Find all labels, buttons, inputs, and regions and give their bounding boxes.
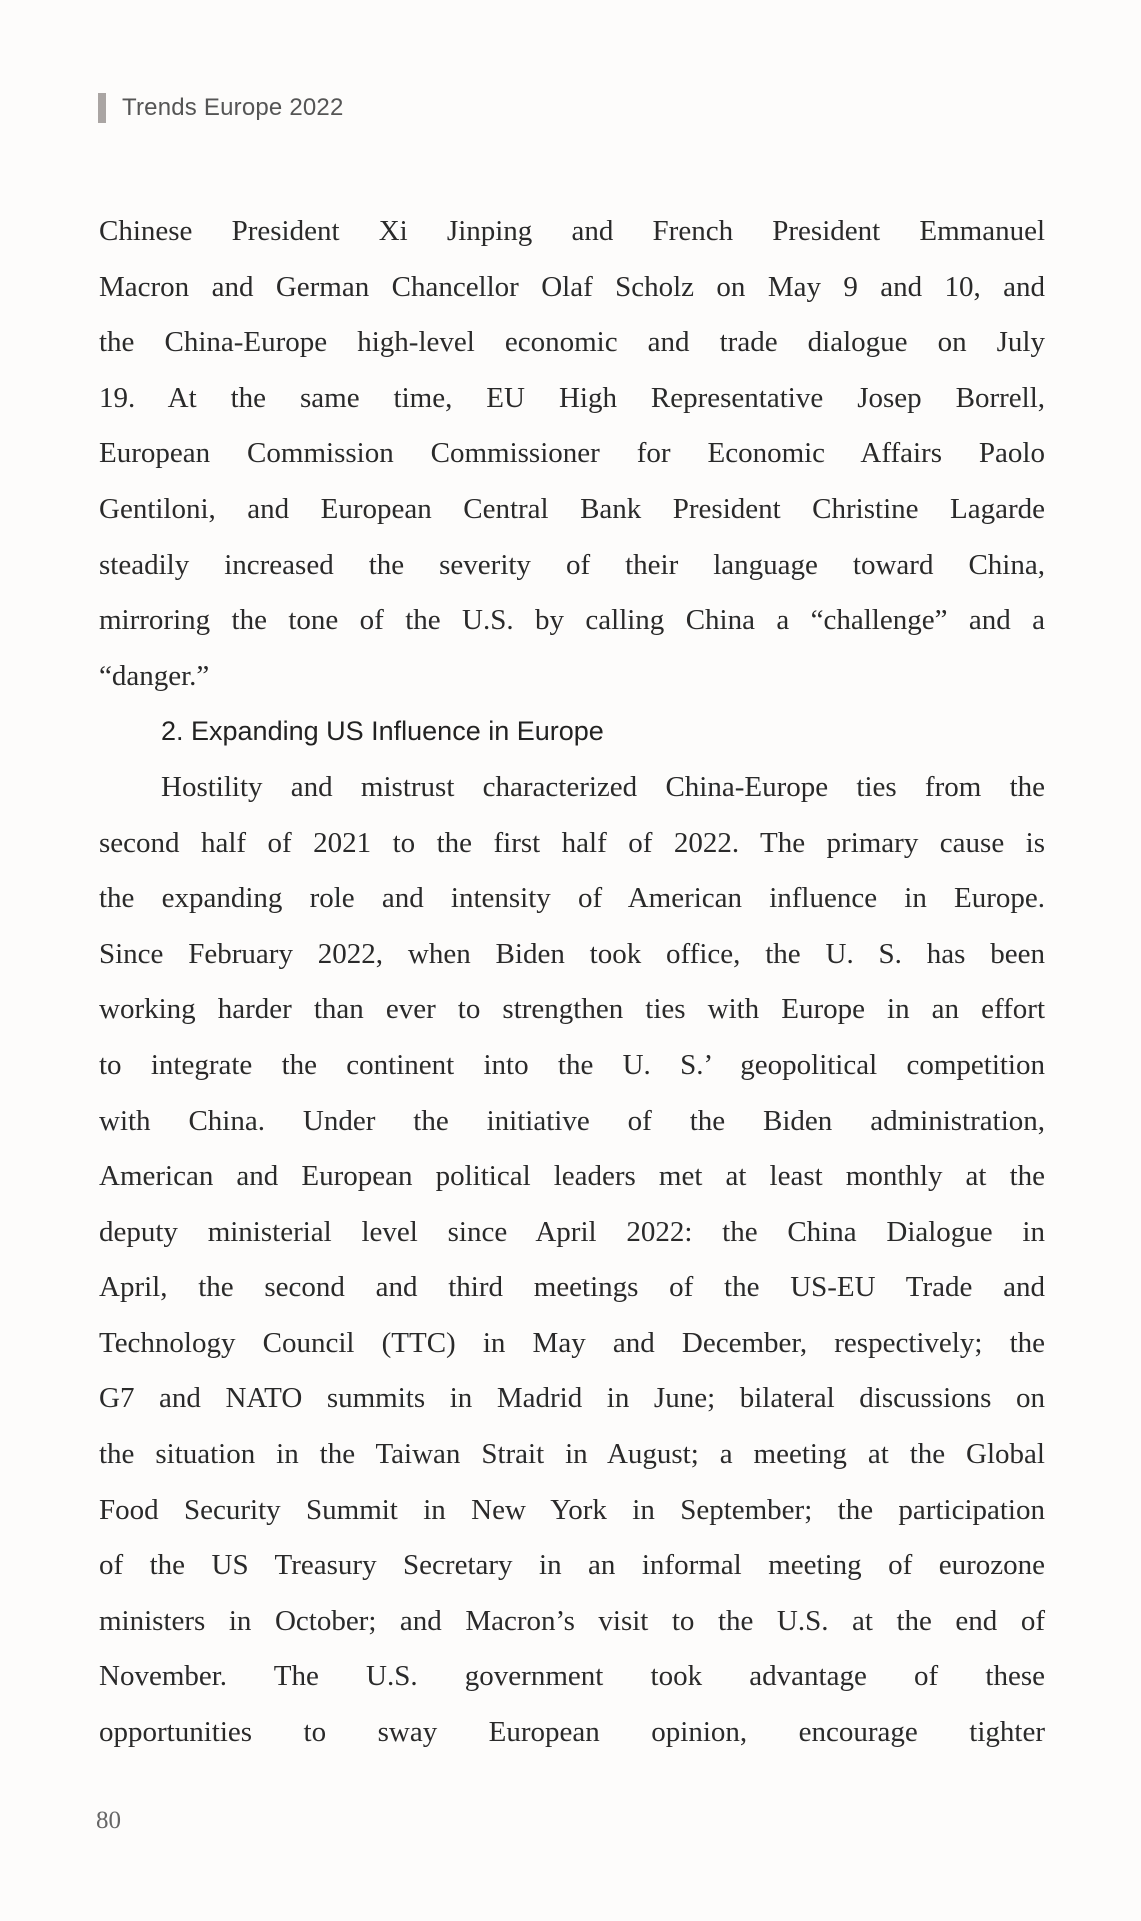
body-line: mirroring the tone of the U.S. by calling China a “challenge” and a xyxy=(99,604,1045,637)
body-line: the situation in the Taiwan Strait in August; a meeting at the Global xyxy=(99,1438,1045,1471)
running-title: Trends Europe 2022 xyxy=(122,94,344,121)
body-line: steadily increased the severity of their language toward China, xyxy=(99,548,1045,581)
body-line: ministers in October; and Macron’s visit to the U.S. at the end of xyxy=(99,1604,1045,1637)
body-line: the China-Europe high-level economic and trade dialogue on July xyxy=(99,326,1045,359)
body-line: Since February 2022, when Biden took office, the U. S. has been xyxy=(99,937,1045,970)
body-line: opportunities to sway European opinion, encourage tighter xyxy=(99,1716,1045,1749)
body-line: “danger.” xyxy=(99,659,210,692)
body-line: working harder than ever to strengthen ties with Europe in an effort xyxy=(99,993,1045,1026)
body-line: to integrate the continent into the U. S.’ geopolitical competition xyxy=(99,1048,1045,1081)
body-line: Hostility and mistrust characterized China-Europe ties from the xyxy=(161,770,1045,803)
body-line: Macron and German Chancellor Olaf Scholz on May 9 and 10, and xyxy=(99,270,1045,303)
running-header xyxy=(98,92,344,124)
body-line: April, the second and third meetings of the US-EU Trade and xyxy=(99,1271,1045,1304)
body-line: the expanding role and intensity of American influence in Europe. xyxy=(99,882,1045,915)
section-heading: 2. Expanding US Influence in Europe xyxy=(161,716,604,747)
body-line: 19. At the same time, EU High Representative Josep Borrell, xyxy=(99,381,1045,414)
body-line: November. The U.S. government took advantage of these xyxy=(99,1660,1045,1693)
body-line: Gentiloni, and European Central Bank President Christine Lagarde xyxy=(99,492,1045,525)
header-accent-bar xyxy=(98,93,106,123)
body-line: Technology Council (TTC) in May and December, respectively; the xyxy=(99,1326,1045,1359)
body-line: European Commission Commissioner for Economic Affairs Paolo xyxy=(99,437,1045,470)
body-line: with China. Under the initiative of the Biden administration, xyxy=(99,1104,1045,1137)
body-line: deputy ministerial level since April 2022: the China Dialogue in xyxy=(99,1215,1045,1248)
body-line: Food Security Summit in New York in September; the participation xyxy=(99,1493,1045,1526)
body-text xyxy=(99,204,1045,1761)
body-line: American and European political leaders met at least monthly at the xyxy=(99,1160,1045,1193)
page-number: 80 xyxy=(96,1807,121,1834)
body-line: Chinese President Xi Jinping and French President Emmanuel xyxy=(99,215,1045,247)
body-line: second half of 2021 to the first half of 2022. The primary cause is xyxy=(99,826,1045,859)
body-line: of the US Treasury Secretary in an informal meeting of eurozone xyxy=(99,1549,1045,1582)
body-line: G7 and NATO summits in Madrid in June; bilateral discussions on xyxy=(99,1382,1045,1415)
